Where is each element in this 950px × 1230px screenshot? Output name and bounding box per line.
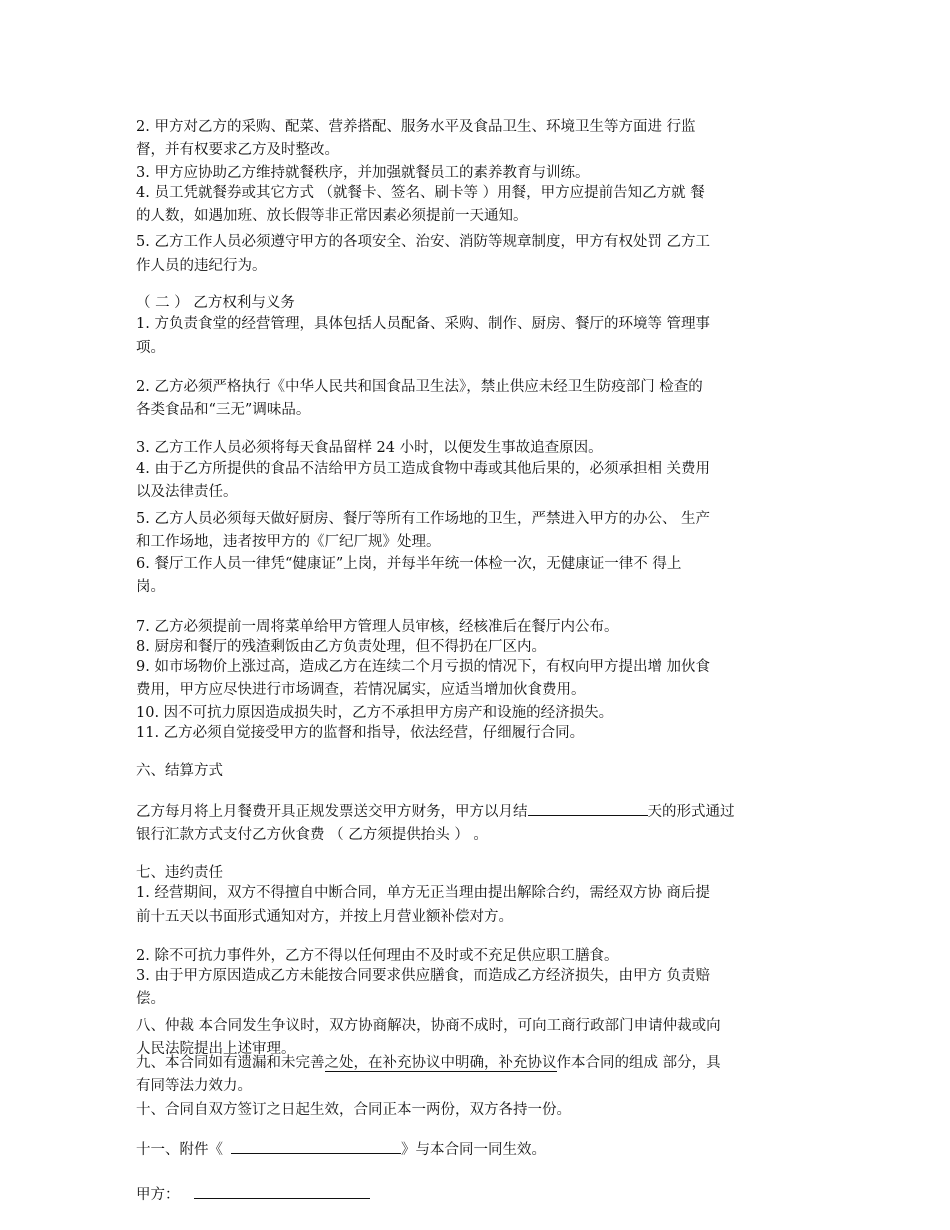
supplement-text-before: 九、本合同如有遗漏和未完善 bbox=[136, 1055, 325, 1071]
breach-clause-1-line2: 前十五天以书面形式通知对方，并按上月营业额补偿对方。 bbox=[136, 909, 513, 925]
clause-b6-line1: 6. 餐厅工作人员一律凭“健康证”上岗，并每半年统一体检一次，无健康证一律不 得上 bbox=[136, 556, 682, 572]
supplement-text-underlined: 之处，在补充协议中明确，补充协议 bbox=[324, 1055, 557, 1071]
breach-clause-3-line1: 3. 由于甲方原因造成乙方未能按合同要求供应膳食，而造成乙方经济损失，由甲方 负责赔 bbox=[136, 968, 711, 984]
settlement-days-blank[interactable] bbox=[528, 801, 648, 816]
clause-a2-line2: 督，并有权要求乙方及时整改。 bbox=[136, 142, 339, 158]
supplement-text-after: 作本合同的组成 部分，具 bbox=[556, 1055, 721, 1071]
section-heading-party-b: （ 二 ） 乙方权利与义务 bbox=[136, 295, 295, 311]
clause-a5-line1: 5. 乙方工作人员必须遵守甲方的各项安全、治安、消防等规章制度，甲方有权处罚 乙方工 bbox=[136, 234, 711, 250]
clause-b3: 3. 乙方工作人员必须将每天食品留样 24 小时，以便发生事故追查原因。 bbox=[136, 440, 603, 456]
clause-b9-line2: 费用，甲方应尽快进行市场调查，若情况属实，应适当增加伙食费用。 bbox=[136, 682, 586, 698]
clause-b8: 8. 厨房和餐厅的残渣剩饭由乙方负责处理，但不得扔在厂区内。 bbox=[136, 639, 546, 655]
breach-clause-1-line1: 1. 经营期间，双方不得擅自中断合同，单方无正当理由提出解除合约，需经双方协 商后提 bbox=[136, 885, 711, 901]
clause-b2-line1: 2. 乙方必须严格执行《中华人民共和国食品卫生法》，禁止供应未经卫生防疫部门 检查的 bbox=[136, 379, 703, 395]
party-a-label: 甲方： bbox=[136, 1187, 180, 1203]
settlement-text-before-blank: 乙方每月将上月餐费开具正规发票送交甲方财务，甲方以月结 bbox=[136, 804, 528, 820]
attachment-text-before: 十一、附件《 bbox=[136, 1142, 223, 1158]
clause-a4-line1: 4. 员工凭就餐券或其它方式 （就餐卡、签名、刷卡等 ）用餐，甲方应提前告知乙方就 餐 bbox=[136, 185, 705, 201]
supplement-line1 bbox=[136, 1054, 721, 1072]
clause-b5-line2: 和工作场地，违者按甲方的《厂纪厂规》处理。 bbox=[136, 534, 441, 550]
effective-clause: 十、合同自双方签订之日起生效，合同正本一两份，双方各持一份。 bbox=[136, 1102, 571, 1118]
clause-b4-line1: 4. 由于乙方所提供的食品不洁给甲方员工造成食物中毒或其他后果的，必须承担相 关费用 bbox=[136, 461, 711, 477]
attachment-line bbox=[136, 1139, 546, 1159]
section-heading-breach: 七、违约责任 bbox=[136, 865, 223, 881]
arbitration-line2: 人民法院提出上述审理。 bbox=[136, 1041, 296, 1057]
attachment-text-after: 》与本合同一同生效。 bbox=[401, 1142, 546, 1158]
settlement-text-after-blank: 天的形式通过 bbox=[647, 804, 735, 820]
clause-b1-line2: 项。 bbox=[136, 340, 165, 356]
clause-b11: 11. 乙方必须自觉接受甲方的监督和指导，依法经营，仔细履行合同。 bbox=[136, 725, 585, 741]
arbitration-line1: 八、仲裁 本合同发生争议时，双方协商解决，协商不成时，可向工商行政部门申请仲裁或向 bbox=[136, 1018, 721, 1034]
settlement-line1 bbox=[136, 801, 735, 821]
breach-clause-2: 2. 除不可抗力事件外，乙方不得以任何理由不及时或不充足供应职工膳食。 bbox=[136, 948, 619, 964]
clause-b1-line1: 1. 方负责食堂的经营管理，具体包括人员配备、采购、制作、厨房、餐厅的环境等 管理事 bbox=[136, 316, 711, 332]
attachment-name-blank[interactable] bbox=[231, 1139, 401, 1154]
clause-a2-line1: 2. 甲方对乙方的采购、配菜、营养搭配、服务水平及食品卫生、环境卫生等方面进 行监 bbox=[136, 119, 696, 135]
clause-b6-line2: 岗。 bbox=[136, 579, 165, 595]
party-a-signature-line bbox=[136, 1184, 370, 1204]
clause-b10: 10. 因不可抗力原因造成损失时，乙方不承担甲方房产和设施的经济损失。 bbox=[136, 705, 614, 721]
clause-a5-line2: 作人员的违纪行为。 bbox=[136, 258, 267, 274]
clause-a4-line2: 的人数，如遇加班、放长假等非正常因素必须提前一天通知。 bbox=[136, 208, 528, 224]
supplement-line2: 有同等法力效力。 bbox=[136, 1078, 252, 1094]
clause-a3: 3. 甲方应协助乙方维持就餐秩序，并加强就餐员工的素养教育与训练。 bbox=[136, 165, 590, 181]
breach-clause-3-line2: 偿。 bbox=[136, 991, 165, 1007]
clause-b9-line1: 9. 如市场物价上涨过高，造成乙方在连续二个月亏损的情况下，有权向甲方提出增 加伙食 bbox=[136, 659, 711, 675]
clause-b7: 7. 乙方必须提前一周将菜单给甲方管理人员审核，经核准后在餐厅内公布。 bbox=[136, 619, 619, 635]
clause-b5-line1: 5. 乙方人员必须每天做好厨房、餐厅等所有工作场地的卫生，严禁进入甲方的办公、 生产 bbox=[136, 511, 711, 527]
settlement-line2: 银行汇款方式支付乙方伙食费 （ 乙方须提供抬头 ） 。 bbox=[136, 827, 488, 843]
party-a-signature-blank[interactable] bbox=[194, 1184, 370, 1199]
clause-b2-line2: 各类食品和“三无”调味品。 bbox=[136, 402, 311, 418]
clause-b4-line2: 以及法律责任。 bbox=[136, 484, 238, 500]
section-heading-settlement: 六、结算方式 bbox=[136, 763, 223, 779]
